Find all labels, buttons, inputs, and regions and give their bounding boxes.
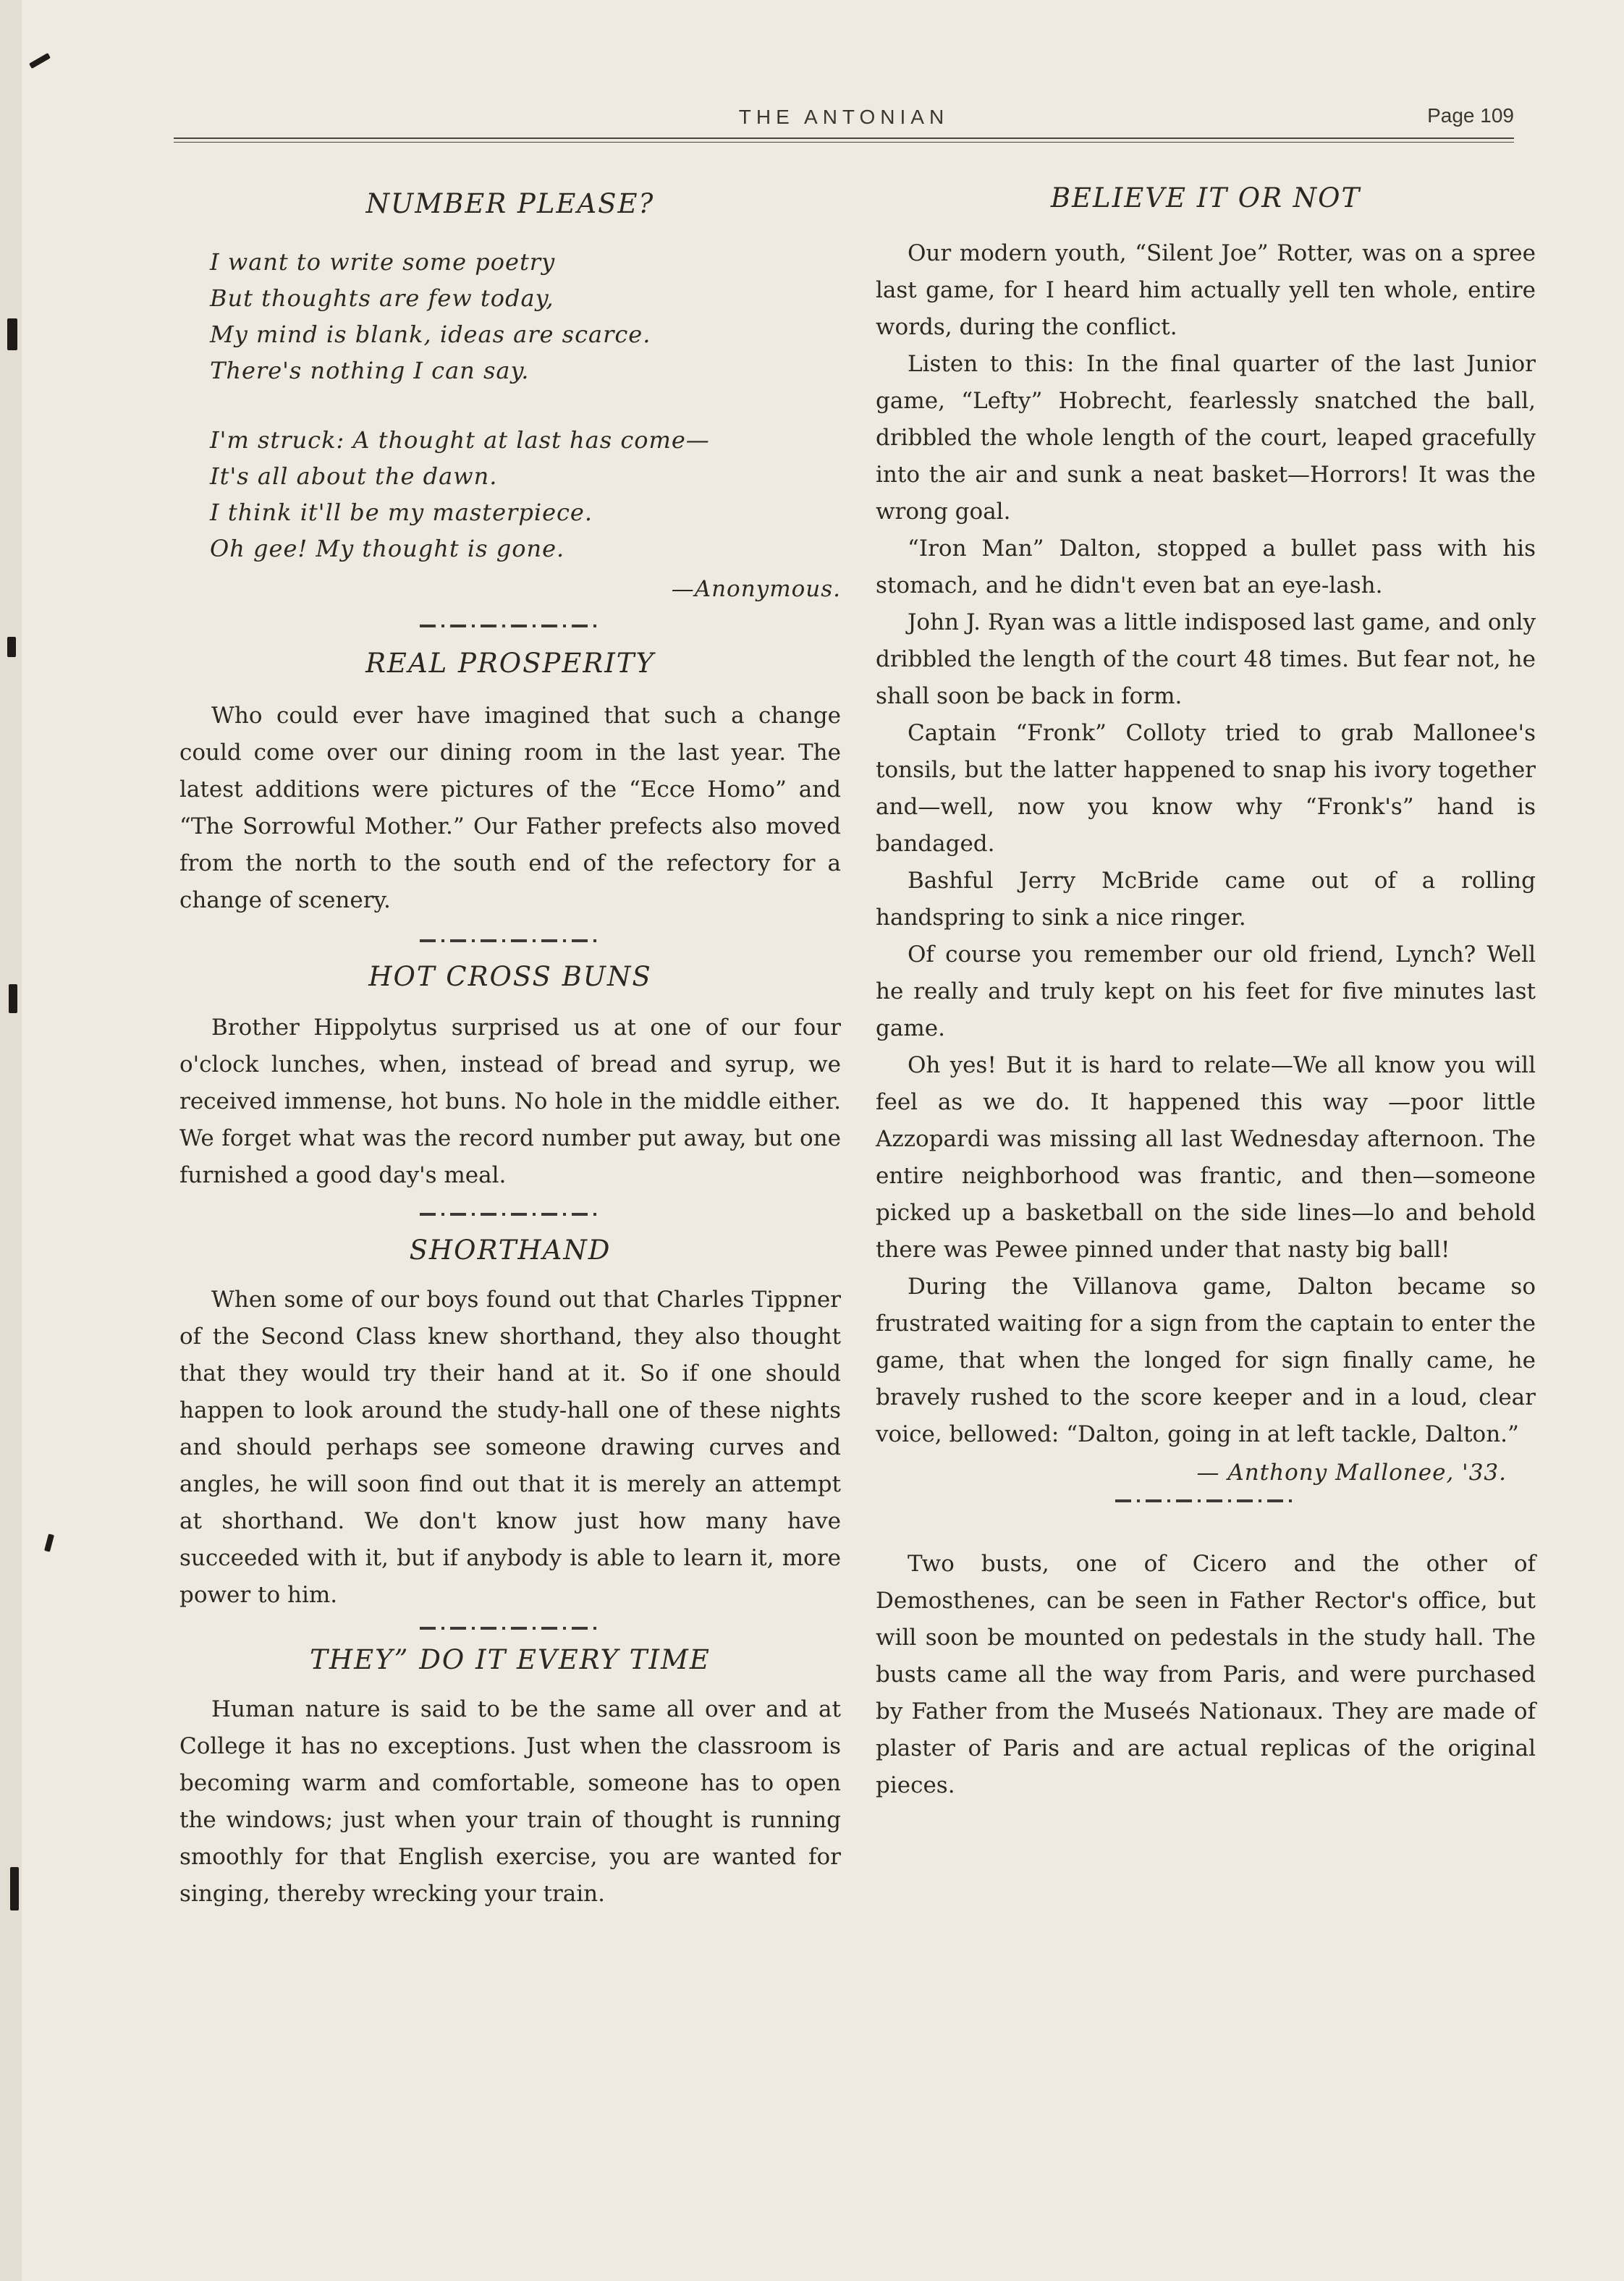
article-body [876,235,1536,1453]
poem-stanza [210,244,841,389]
article-every-time [179,1644,841,1913]
poem-line: But thoughts are few today, [210,284,554,312]
article-title: REAL PROSPERITY [365,648,655,679]
poem-stanza [210,422,841,567]
article-paragraph: Listen to this: In the final quarter of the last Junior game, “Lefty” Hobrecht, fearlessly snatched the ball, dribbled the whole length of the court, leaped gracefully into the air and sunk a neat basket—Horrors! It was the wrong goal. [876,351,1536,525]
section-divider [1115,1499,1296,1502]
ink-mark [7,637,16,657]
article-paragraph: Captain “Fronk” Colloty tried to grab Mallonee's tonsils, but the latter happened to snap his ivory together and—well, now you know why “Fronk's” hand is bandaged. [876,720,1536,857]
ink-mark [9,984,17,1013]
article-text: Brother Hippolytus surprised us at one of our four o'clock lunches, when, instead of bread and syrup, we received immense, hot buns. No hole in the middle either. We forget what was the record number put away, but one furnished a good day's meal. [179,1015,841,1188]
article-paragraph: Our modern youth, “Silent Joe” Rotter, was on a spree last game, for I heard him actually yell ten whole, entire words, during the conflict. [876,240,1536,340]
article-number-please [179,188,841,607]
poem-line: It's all about the dawn. [210,462,498,490]
magazine-title: THE ANTONIAN [738,106,950,128]
article-paragraph: “Iron Man” Dalton, stopped a bullet pass with his stomach, and he didn't even bat an eye-lash. [876,536,1536,598]
ink-mark [10,1867,19,1910]
poem-line: Oh gee! My thought is gone. [210,535,565,562]
article-title: HOT CROSS BUNS [368,961,652,992]
section-divider [420,1213,601,1216]
article-title: NUMBER PLEASE? [365,188,655,219]
article-text: Two busts, one of Cicero and the other of Demosthenes, can be seen in Father Rector's office, but will soon be mounted on pedestals in the study hall. The busts came all the way from Paris, and were purchased by Father from the Museés Nationaux. They are made of plaster of Paris and are actual replicas of the original pieces. [876,1551,1536,1798]
poem-line: My mind is blank, ideas are scarce. [210,321,651,348]
article-title: BELIEVE IT OR NOT [1050,182,1361,213]
ink-mark [44,1533,54,1552]
article-paragraph: During the Villanova game, Dalton became so frustrated waiting for a sign from the captain to enter the game, that when the longed for sign finally came, he bravely rushed to the score keeper and in a loud, clear voice, bellowed: “Dalton, going in at left tackle, Dalton.” [876,1274,1536,1447]
poem-line: I want to write some poetry [210,248,556,276]
poem-line: I think it'll be my masterpiece. [210,499,593,526]
section-divider [420,625,601,627]
article-paragraph: Oh yes! But it is hard to relate—We all know you will feel as we do. It happened this way —poor little Azzopardi was missing all last Wednesday afternoon. The entire neighborhood was frantic, and then—someone picked up a basketball on the side lines—lo and behold there was Pewee pinned under that nasty big ball! [876,1052,1536,1263]
left-column [179,174,841,1913]
article-title: THEY” DO IT EVERY TIME [310,1644,711,1675]
section-divider [420,1627,601,1630]
article-text: Who could ever have imagined that such a change could come over our dining room in the last year. The latest additions were pictures of the “Ecce Homo” and “The Sorrowful Mother.” Our Father prefects also moved from the north to the south end of the refectory for a change of scenery. [179,703,841,913]
article-text: When some of our boys found out that Charles Tippner of the Second Class knew shorthand, they also thought that they would try their hand at it. So if one should happen to look around the study-hall one of these nights and should perhaps see someone drawing curves and angles, he will soon find out that it is merely an attempt at shorthand. We don't know just how many have succeeded with it, but if anybody is able to learn it, more power to him. [179,1287,841,1608]
author-credit: — Anthony Mallonee, '33. [1196,1460,1507,1486]
article-paragraph: John J. Ryan was a little indisposed last game, and only dribbled the length of the court 48 times. But fear not, he shall soon be back in form. [876,609,1536,709]
section-divider [420,939,601,942]
article-paragraph: Bashful Jerry McBride came out of a rolling handspring to sink a nice ringer. [876,868,1536,931]
header-rule [174,142,1514,143]
article-title: SHORTHAND [409,1235,612,1266]
article-text: Human nature is said to be the same all over and at College it has no exceptions. Just when the classroom is becoming warm and comfortable, someone has to open the windows; just when your train of thought is running smoothly for that English exercise, you are wanted for singing, thereby wrecking your train. [179,1696,841,1907]
article-busts [876,1546,1536,1804]
page-number: Page 109 [1427,104,1514,127]
ink-mark [7,318,17,350]
right-column [876,174,1536,1804]
poem-line: I'm struck: A thought at last has come— [210,426,710,454]
article-paragraph: Of course you remember our old friend, Lynch? Well he really and truly kept on his feet for five minutes last game. [876,941,1536,1041]
author-credit: —Anonymous. [671,576,841,602]
article-believe-it-or-not [876,182,1536,1491]
poem-line: There's nothing I can say. [210,357,530,384]
article-shorthand [179,1235,841,1614]
header-rule [174,137,1514,139]
article-hot-cross-buns [179,961,841,1194]
ink-mark [29,53,51,69]
article-real-prosperity [179,648,841,919]
